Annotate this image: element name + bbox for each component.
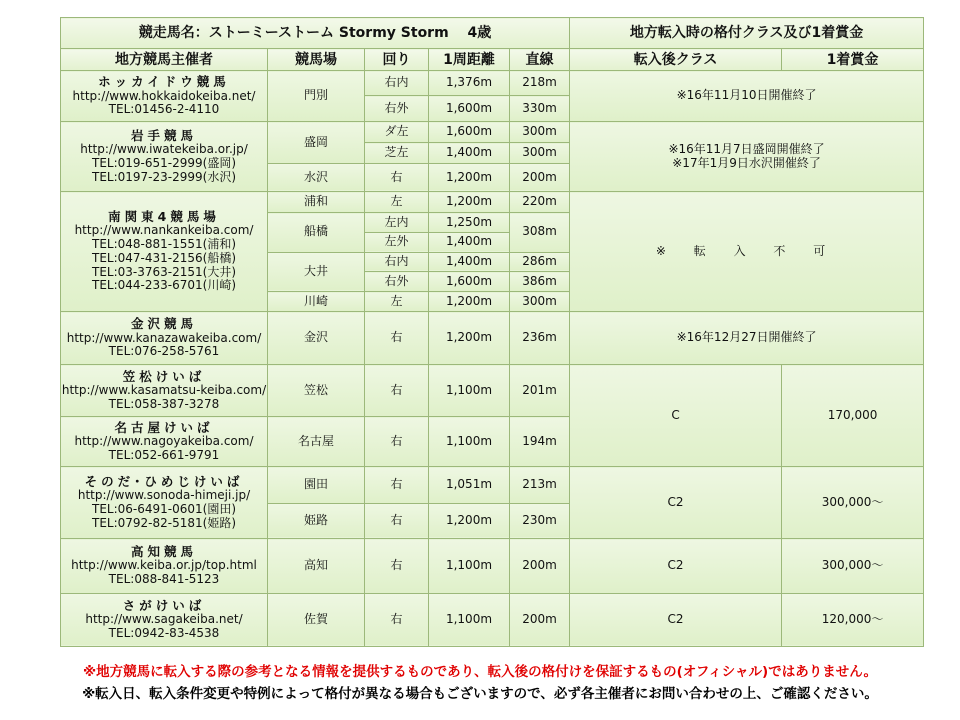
dir: 右 [365, 503, 429, 538]
org-tel: TEL:044-233-6701(川崎) [91, 278, 236, 293]
class-table [60, 17, 924, 647]
col-organizer: 地方競馬主催者 [61, 49, 268, 71]
straight: 330m [510, 96, 570, 122]
straight: 386m [510, 272, 570, 292]
dir: 右外 [365, 96, 429, 122]
straight: 300m [510, 143, 570, 164]
class-sonoda-himeji: C2 [570, 467, 782, 539]
note-line: ※17年1月9日水沢開催終了 [672, 155, 821, 170]
distance: 1,400m [429, 143, 510, 164]
straight: 230m [510, 503, 570, 538]
straight: 201m [510, 365, 570, 417]
dir: 右外 [365, 272, 429, 292]
class-tokai: C [570, 365, 782, 467]
class-saga: C2 [570, 593, 782, 646]
distance: 1,100m [429, 365, 510, 417]
col-straight: 直線 [510, 49, 570, 71]
distance: 1,051m [429, 467, 510, 504]
distance: 1,376m [429, 71, 510, 96]
dir: 右 [365, 593, 429, 646]
distance: 1,600m [429, 122, 510, 143]
org-url[interactable]: http://www.sagakeiba.net/ [85, 612, 243, 627]
org-kanazawa [61, 312, 268, 365]
distance: 1,600m [429, 96, 510, 122]
dir: 芝左 [365, 143, 429, 164]
distance: 1,400m [429, 232, 510, 252]
note-line: ※16年11月7日盛岡開催終了 [668, 141, 825, 156]
prize-tokai: 170,000 [782, 365, 924, 467]
distance: 1,200m [429, 503, 510, 538]
org-url[interactable]: http://www.nagoyakeiba.com/ [74, 434, 254, 449]
note-iwate [570, 122, 924, 192]
col-distance: 1周距離 [429, 49, 510, 71]
org-name: 南関東4競馬場 [108, 208, 220, 224]
org-sonoda-himeji [61, 467, 268, 539]
org-url[interactable]: http://www.keiba.or.jp/top.html [71, 558, 257, 573]
venue-nagoya: 名古屋 [268, 417, 365, 467]
org-name: 高知競馬 [130, 544, 197, 560]
dir: 右 [365, 365, 429, 417]
org-tel: TEL:06-6491-0601(園田) [91, 502, 236, 517]
straight: 236m [510, 312, 570, 365]
venue-kochi: 高知 [268, 539, 365, 593]
prize-kochi: 300,000～ [782, 539, 924, 593]
org-saga [61, 593, 268, 646]
venue-kawasaki: 川崎 [268, 292, 365, 312]
straight: 300m [510, 292, 570, 312]
distance: 1,400m [429, 252, 510, 272]
distance: 1,200m [429, 292, 510, 312]
venue-mizusawa: 水沢 [268, 163, 365, 191]
venue-kanazawa: 金沢 [268, 312, 365, 365]
org-tel: TEL:052-661-9791 [108, 448, 220, 463]
org-tel: TEL:047-431-2156(船橋) [91, 250, 236, 265]
venue-morioka: 盛岡 [268, 122, 365, 164]
org-name: そのだ･ひめじけいば [84, 474, 244, 490]
org-iwate [61, 122, 268, 192]
dir: 右内 [365, 71, 429, 96]
col-class: 転入後クラス [570, 49, 782, 71]
org-nagoya [61, 417, 268, 467]
org-hokkaido [61, 71, 268, 122]
class-kochi: C2 [570, 539, 782, 593]
org-name: 金沢競馬 [130, 316, 197, 332]
prize-sonoda-himeji: 300,000～ [782, 467, 924, 539]
dir: 左 [365, 192, 429, 213]
venue-funabashi: 船橋 [268, 213, 365, 253]
org-url[interactable]: http://www.nankankeiba.com/ [74, 223, 254, 238]
org-name: 笠松けいば [122, 368, 206, 384]
dir: 左内 [365, 213, 429, 233]
venue-himeji: 姫路 [268, 503, 365, 538]
distance: 1,200m [429, 312, 510, 365]
distance: 1,600m [429, 272, 510, 292]
org-tel: TEL:0197-23-2999(水沢) [91, 169, 236, 184]
org-url[interactable]: http://www.kanazawakeiba.com/ [66, 330, 262, 345]
note-kanazawa: ※16年12月27日開催終了 [570, 312, 924, 365]
dir: 右 [365, 539, 429, 593]
org-tel: TEL:01456-2-4110 [108, 102, 220, 117]
org-name: さがけいば [122, 597, 206, 613]
straight: 200m [510, 593, 570, 646]
org-tel: TEL:058-387-3278 [108, 397, 220, 411]
venue-urawa: 浦和 [268, 192, 365, 213]
venue-kasamatsu: 笠松 [268, 365, 365, 417]
straight: 200m [510, 539, 570, 593]
org-url[interactable]: http://www.sonoda-himeji.jp/ [77, 488, 251, 503]
distance: 1,200m [429, 192, 510, 213]
horse-title: 競走馬名：ストーミーストーム Stormy Storm 4歳 [61, 18, 570, 49]
org-tel: TEL:088-841-5123 [108, 572, 220, 587]
org-url[interactable]: http://www.hokkaidokeiba.net/ [72, 88, 256, 103]
org-url[interactable]: http://www.iwatekeiba.or.jp/ [80, 142, 248, 157]
venue-monbetsu: 門別 [268, 71, 365, 122]
disclaimer-line-2: ※転入日、転入条件変更や特例によって格付が異なる場合もございますので、必ず各主催者にお問い合わせの上、ご確認ください。 [82, 686, 878, 702]
straight: 286m [510, 252, 570, 272]
note-hokkaido: ※16年11月10日開催終了 [570, 71, 924, 122]
straight: 194m [510, 417, 570, 467]
org-name: ホッカイドウ競馬 [98, 74, 230, 90]
venue-ooi: 大井 [268, 252, 365, 292]
dir: 右 [365, 163, 429, 191]
org-name: 名古屋けいば [114, 419, 214, 435]
venue-saga: 佐賀 [268, 593, 365, 646]
distance: 1,100m [429, 539, 510, 593]
dir: 左 [365, 292, 429, 312]
dir: 右 [365, 467, 429, 504]
org-name: 岩手競馬 [130, 127, 197, 143]
dir: 右 [365, 417, 429, 467]
dir: 右内 [365, 252, 429, 272]
section-title: 地方転入時の格付クラス及び1着賞金 [570, 18, 924, 49]
dir: 右 [365, 312, 429, 365]
straight: 308m [510, 213, 570, 253]
distance: 1,200m [429, 163, 510, 191]
col-venue: 競馬場 [268, 49, 365, 71]
dir: ダ左 [365, 122, 429, 143]
org-tel: TEL:048-881-1551(浦和) [91, 237, 236, 252]
venue-sonoda: 園田 [268, 467, 365, 504]
straight: 220m [510, 192, 570, 213]
distance: 1,100m [429, 417, 510, 467]
straight: 300m [510, 122, 570, 143]
org-url[interactable]: http://www.kasamatsu-keiba.com/ [61, 383, 267, 398]
col-prize: 1着賞金 [782, 49, 924, 71]
org-minami-kanto [61, 192, 268, 312]
org-kochi [61, 539, 268, 593]
prize-saga: 120,000～ [782, 593, 924, 646]
straight: 200m [510, 163, 570, 191]
org-tel: TEL:019-651-2999(盛岡) [91, 155, 236, 170]
org-tel: TEL:076-258-5761 [108, 344, 220, 359]
org-tel: TEL:03-3763-2151(大井) [91, 264, 236, 279]
org-kasamatsu [61, 365, 268, 417]
straight: 218m [510, 71, 570, 96]
distance: 1,100m [429, 593, 510, 646]
disclaimer-line-1: ※地方競馬に転入する際の参考となる情報を提供するものであり、転入後の格付けを保証するもの(オフィシャル)ではありません。 [82, 664, 878, 680]
dir: 左外 [365, 232, 429, 252]
distance: 1,250m [429, 213, 510, 233]
note-minami-kanto: ※ 転 入 不 可 [570, 192, 924, 312]
org-tel: TEL:0942-83-4538 [108, 626, 220, 640]
col-direction: 回り [365, 49, 429, 71]
straight: 213m [510, 467, 570, 504]
org-tel: TEL:0792-82-5181(姫路) [91, 516, 236, 531]
